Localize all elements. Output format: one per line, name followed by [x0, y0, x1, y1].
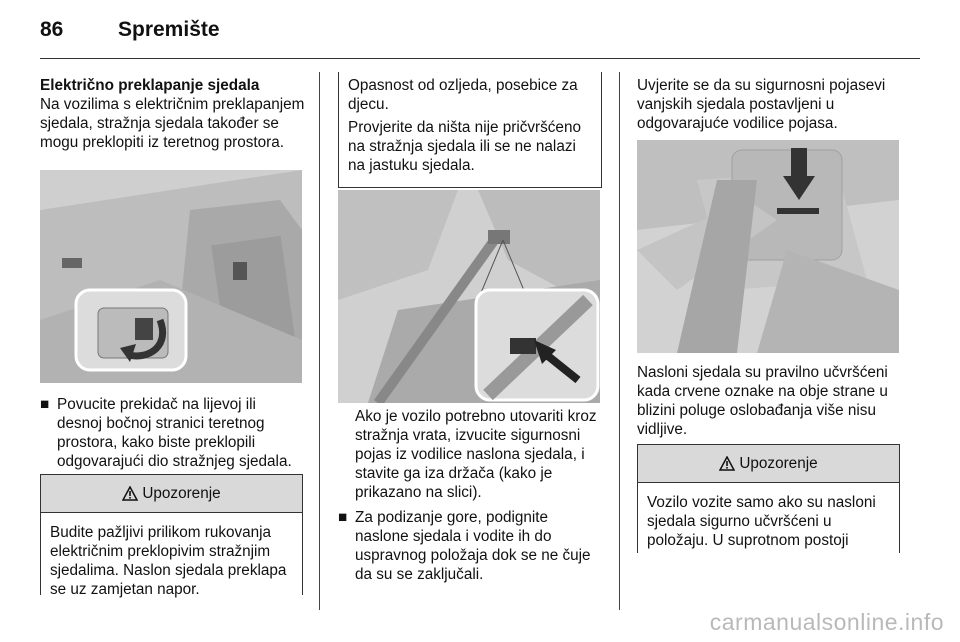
page-number: 86: [40, 18, 64, 41]
column-3-intro: [637, 76, 902, 139]
column-1: [40, 76, 305, 158]
bullet-item: [40, 395, 305, 471]
warning-title: Upozorenje: [739, 454, 818, 472]
seat-switch-illustration: [40, 170, 302, 383]
page-header: [40, 18, 920, 48]
warning-text: Vozilo vozite samo ako su nasloni sjedala sigurno učvršćeni u položaju. U suprotnom postoji: [647, 494, 876, 549]
section-heading: Električno preklapanje sjedala: [40, 77, 260, 94]
bullet-mark: ■: [338, 509, 348, 526]
warning-header: [638, 445, 899, 483]
column-1-bullet: [40, 395, 305, 471]
header-divider: [40, 58, 920, 59]
column-divider-1: [319, 72, 320, 610]
warning-body: [41, 513, 302, 599]
section-text: [40, 76, 305, 152]
belt-guide-intro: Uvjerite se da su sigurnosni pojasevi vanjskih sjedala postavljeni u odgovarajuće vodilice pojasa.: [637, 77, 886, 132]
column-2-text: [338, 407, 603, 584]
watermark: carmanualsonline.info: [709, 609, 944, 635]
bullet-item: [338, 508, 603, 584]
warning-header: [41, 475, 302, 513]
column-divider-2: [619, 72, 620, 610]
column-3-text: [637, 363, 902, 445]
belt-instruction: Ako je vozilo potrebno utovariti kroz stražnja vrata, izvucite sigurnosni pojas iz vodilice naslona sjedala, i stavite ga iza držača (kako je prikazano na slici).: [355, 408, 597, 501]
belt-holder-illustration: [338, 190, 600, 403]
bullet-mark: ■: [40, 396, 50, 413]
seat-lock-text: Nasloni sjedala su pravilno učvršćeni kada crvene oznake na obje strane u blizini poluge oslobađanja više nisu vidljive.: [637, 364, 888, 438]
page-title: Spremište: [118, 18, 220, 41]
belt-guide-illustration: [637, 140, 899, 353]
warning-box-1: [40, 474, 303, 598]
warning-triangle-icon: [719, 456, 735, 471]
warning-body: [638, 483, 899, 550]
figure-belt-guide: [637, 140, 899, 353]
warning-triangle-icon: [122, 486, 138, 501]
warning-continuation-box: [338, 72, 602, 188]
bullet-text: Povucite prekidač na lijevoj ili desnoj bočnoj stranici teretnog prostora, kako biste preklopili odgovarajući dio stražnjeg sjedala.: [57, 396, 292, 470]
section-intro: Na vozilima s električnim preklapanjem sjedala, stražnja sjedala također se mogu preklopiti iz teretnog prostora.: [40, 96, 305, 151]
warning-title: Upozorenje: [142, 484, 221, 502]
warning-cont-text-1: Opasnost od ozljeda, posebice za djecu.: [348, 77, 578, 113]
bullet-text: Za podizanje gore, podignite naslone sjedala i vodite ih do uspravnog položaja dok se ne čuje da su se zaključali.: [355, 509, 591, 583]
warning-cont-text-2: Provjerite da ništa nije pričvršćeno na stražnja sjedala ili se ne nalazi na jastuku sjedala.: [348, 119, 581, 174]
figure-seat-switch: [40, 170, 302, 383]
warning-box-2: [637, 444, 900, 553]
figure-belt-holder: [338, 190, 600, 403]
warning-text: Budite pažljivi prilikom rukovanja električnim preklopivim stražnjim sjedalima. Naslon sjedala preklapa se uz zamjetan napor.: [50, 524, 287, 598]
